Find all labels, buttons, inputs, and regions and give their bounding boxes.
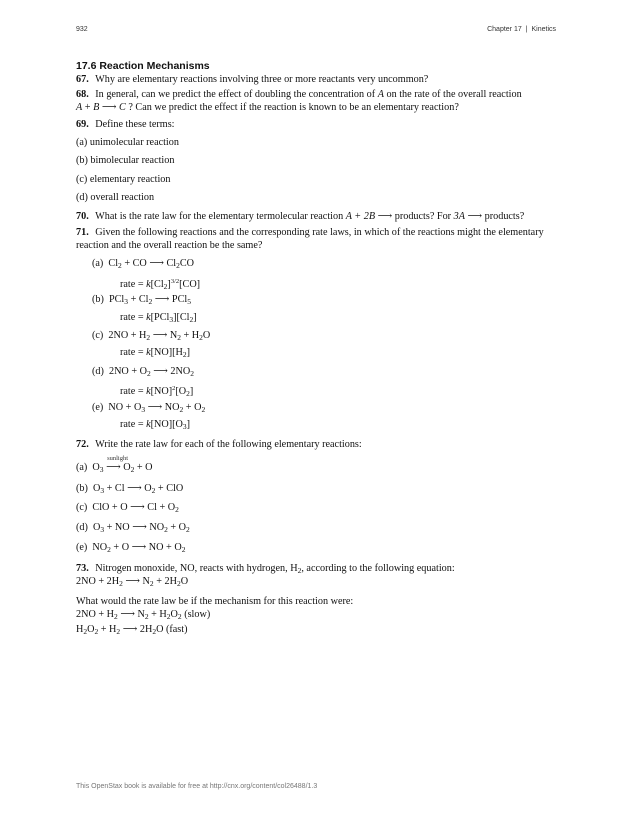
reaction-72b: (b) $O_3 + Cl$ ⟶ $O_2$ + ClO bbox=[76, 483, 184, 495]
equation-term: C bbox=[119, 102, 126, 113]
reaction-e-rate-law: rate = $k[NO][O_3]$ bbox=[120, 419, 191, 431]
equation-term: B bbox=[93, 102, 100, 113]
reaction-a-rate-law: rate = $k[Cl_2]^{3/2}[CO]$ bbox=[120, 278, 201, 291]
question-68 bbox=[76, 89, 522, 101]
chapter-label: Chapter 17 bbox=[487, 26, 522, 33]
reaction-72e: (e) $NO_2 + O$ ⟶ NO + $O_2$ bbox=[76, 542, 186, 554]
mechanism-step-2: $H_2O_2 + H_2$ ⟶ $2H_2O$ (fast) bbox=[76, 624, 188, 636]
reaction-b-rate-law: rate = $k[PCl_3][Cl_2]$ bbox=[120, 312, 197, 324]
reaction-c-equation: (c) $2NO + H_2$ ⟶ $N_2 + H_2O$ bbox=[92, 330, 211, 342]
question-71 bbox=[76, 227, 544, 239]
question-number: 69. bbox=[76, 119, 89, 130]
step-speed: (slow) bbox=[184, 609, 211, 620]
question-text: ? Can we predict the effect if the reaction is known to be an elementary reaction? bbox=[128, 102, 459, 113]
question-number: 72. bbox=[76, 439, 89, 450]
step-speed: (fast) bbox=[165, 624, 188, 635]
reaction-c-rate-law: rate = $k[NO][H_2]$ bbox=[120, 347, 191, 359]
question-number: 73. bbox=[76, 563, 89, 574]
equation-term: 3A bbox=[453, 211, 465, 222]
reaction-e-equation: (e) NO + $O_3$ ⟶ $NO_2 + O_2$ bbox=[92, 402, 206, 414]
question-72 bbox=[76, 439, 362, 451]
reaction-d-rate-law: rate = $k[NO]^2[O_2]$ bbox=[120, 385, 194, 398]
section-title: 17.6 Reaction Mechanisms bbox=[76, 60, 210, 72]
chapter-title: Kinetics bbox=[531, 26, 556, 33]
term-item: (b) bimolecular reaction bbox=[76, 155, 175, 166]
term-item: (a) unimolecular reaction bbox=[76, 137, 179, 148]
term-item: (d) overall reaction bbox=[76, 192, 155, 203]
reaction-arrow: ⟶ bbox=[464, 211, 485, 222]
question-69 bbox=[76, 119, 175, 131]
question-text: What is the rate law for the elementary termolecular reaction bbox=[95, 211, 344, 222]
subscript: 2 bbox=[297, 566, 302, 575]
chapter-separator: | bbox=[525, 26, 528, 33]
reaction-b-equation: (b) $PCl_3 + Cl_2$ ⟶ PCl$_5$ bbox=[92, 294, 191, 306]
reaction-d-equation: (d) $2NO + O_2$ ⟶ $2NO_2$ bbox=[92, 366, 194, 378]
question-text: products? bbox=[484, 211, 525, 222]
reaction-72c: (c) ClO + O ⟶ $Cl + O_2$ bbox=[76, 502, 179, 514]
question-73 bbox=[76, 563, 455, 577]
mechanism-intro: What would the rate law be if the mechanism for this reaction were: bbox=[76, 596, 354, 607]
question-text: Define these terms: bbox=[95, 119, 175, 130]
equation-term: A + 2B bbox=[345, 211, 376, 222]
question-number: 67. bbox=[76, 74, 89, 85]
question-text: In general, can we predict the effect of doubling the concentration of bbox=[95, 89, 376, 100]
sunlight-label: sunlight bbox=[107, 455, 129, 462]
reaction-72a: (a) $O_3$ sunlight ⟶ $O_2 + O$ bbox=[76, 455, 153, 474]
question-number: 71. bbox=[76, 227, 89, 238]
question-68-continued bbox=[76, 102, 459, 114]
question-text: Write the rate law for each of the following elementary reactions: bbox=[95, 439, 362, 450]
question-text: Why are elementary reactions involving three or more reactants very uncommon? bbox=[95, 74, 429, 85]
reaction-a-equation: (a) $Cl_2$ + CO ⟶ $Cl_2CO$ bbox=[92, 258, 195, 270]
term-item: (c) elementary reaction bbox=[76, 174, 171, 185]
question-text: Given the following reactions and the corresponding rate laws, in which of the reactions might the elementary bbox=[95, 227, 544, 238]
reaction-72d: (d) $O_3$ + NO ⟶ $NO_2 + O_2$ bbox=[76, 522, 190, 534]
question-text: Nitrogen monoxide, NO, reacts with hydrogen, H bbox=[95, 563, 298, 574]
question-number: 68. bbox=[76, 89, 89, 100]
page-number: 932 bbox=[76, 26, 88, 33]
reaction-arrow: ⟶ bbox=[99, 102, 120, 113]
overall-equation: $2NO + 2H_2$ ⟶ $N_2 + 2H_2O$ bbox=[76, 576, 189, 588]
equation-term: A bbox=[76, 102, 83, 113]
question-text: reaction and the overall reaction be the same? bbox=[76, 240, 263, 251]
question-text: , according to the following equation: bbox=[301, 563, 455, 574]
question-text: products? For bbox=[394, 211, 452, 222]
footer-note: This OpenStax book is available for free at http://cnx.org/content/col26488/1.3 bbox=[76, 783, 318, 790]
question-67 bbox=[76, 74, 428, 86]
variable-a: A bbox=[377, 89, 384, 100]
mechanism-step-1: $2NO + H_2$ ⟶ $N_2 + H_2O_2$ (slow) bbox=[76, 609, 211, 621]
chapter-heading bbox=[487, 26, 556, 33]
reaction-arrow: ⟶ bbox=[375, 211, 395, 222]
question-text: on the rate of the overall reaction bbox=[386, 89, 522, 100]
equation-operator: + bbox=[82, 102, 94, 113]
question-70 bbox=[76, 211, 524, 223]
question-number: 70. bbox=[76, 211, 89, 222]
